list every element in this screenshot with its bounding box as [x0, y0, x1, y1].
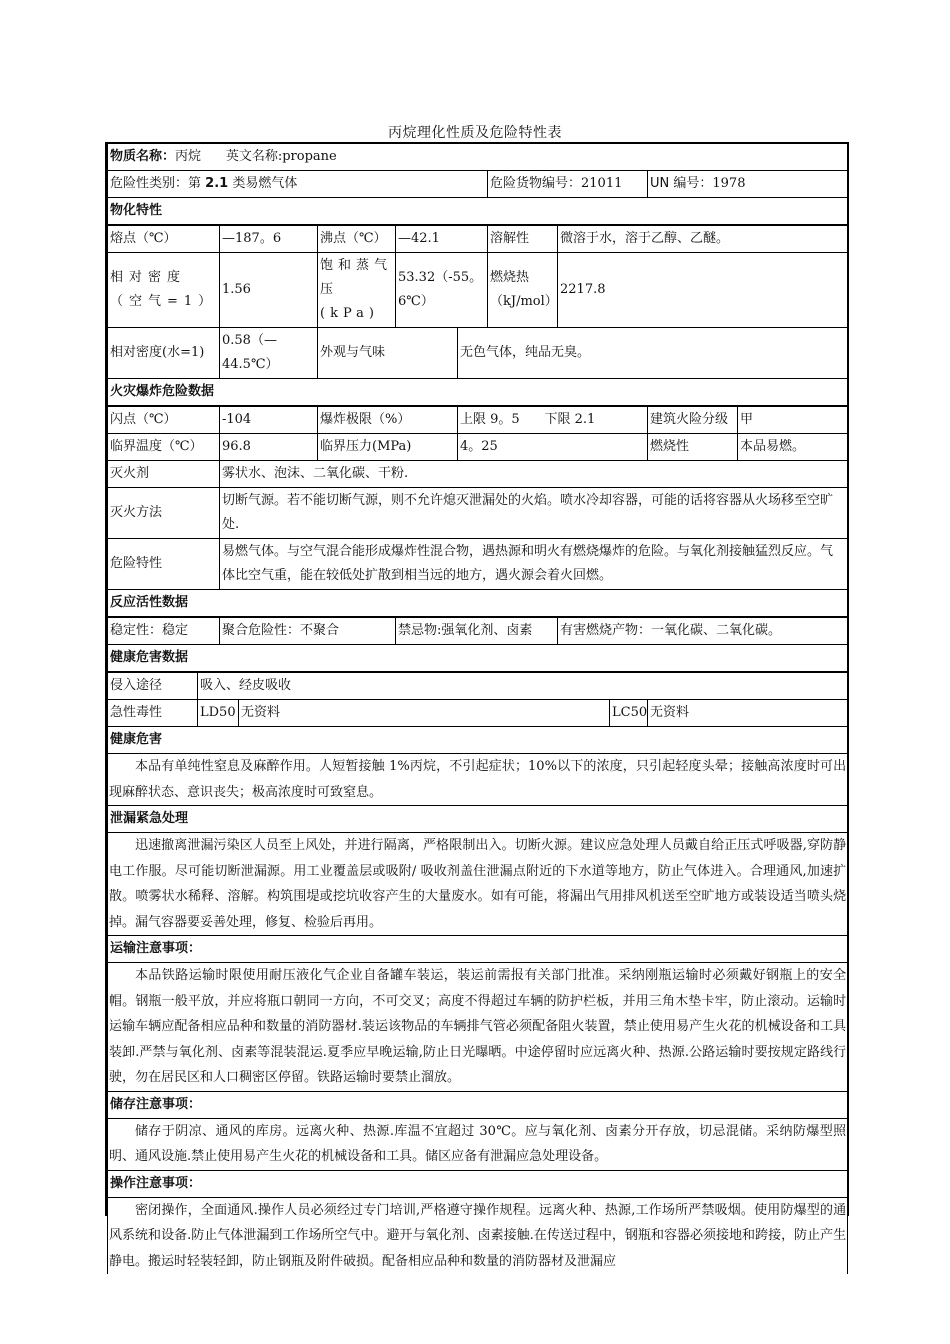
method-value: 切断气源。若不能切断气源，则不允许熄灭泄漏处的火焰。喷水冷却容器，可能的话将容器从火场移至空旷处.: [220, 488, 848, 539]
section-transport-heading: 运输注意事项：: [108, 936, 848, 963]
table-row: [108, 379, 848, 407]
building-label: 建筑火险分级: [648, 406, 738, 434]
appearance-value: 无色气体，纯品无臭。: [458, 328, 848, 379]
table-row: [108, 617, 848, 645]
section-fire-heading: 火灾爆炸危险数据: [108, 379, 848, 407]
table-row: [108, 1170, 848, 1197]
route-value: 吸入、经皮吸收: [198, 672, 848, 700]
ld50-value: 无资料: [239, 700, 610, 727]
table-row: [108, 590, 848, 618]
table-row: [108, 171, 848, 198]
hazard-class-num: 2.1: [205, 176, 229, 191]
solubility-value: 微溶于水，溶于乙醇、乙醚。: [558, 225, 848, 253]
table-row: [108, 672, 848, 700]
table-row: [108, 645, 848, 673]
un-no: 编号：1978: [673, 176, 746, 191]
vapor-pressure-label: 饱和蒸气压(kPa): [318, 253, 396, 328]
goods-no-cell: 危险货物编号：21011: [488, 171, 648, 198]
combustion-products-cell: 有害燃烧产物：一氧化碳、二氧化碳。: [558, 617, 848, 645]
table-row: [108, 754, 848, 806]
melting-value: —187。6: [220, 225, 318, 253]
table-row: [108, 225, 848, 253]
table-row: [108, 406, 848, 434]
explosion-label: 爆炸极限（%）: [318, 406, 458, 434]
combustion-heat-label: 燃烧热（kJ/mol）: [488, 253, 558, 328]
section-leak-heading: 泄漏紧急处理: [108, 806, 848, 833]
table-row: [108, 727, 848, 754]
table-row: [108, 488, 848, 539]
polymerization-cell: 聚合危险性：不聚合: [220, 617, 396, 645]
explosion-limits: [458, 406, 648, 434]
table-row: [108, 806, 848, 833]
table-row: [108, 1091, 848, 1118]
table-row: [108, 700, 848, 727]
section-health-hazard-heading: 健康危害: [108, 727, 848, 754]
method-label: 灭火方法: [108, 488, 220, 539]
extinguisher-value: 雾状水、泡沫、二氧化碳、干粉.: [220, 461, 848, 488]
table-row: [108, 198, 848, 226]
operation-text: 密闭操作，全面通风.操作人员必须经过专门培训,严格遵守操作规程。远离火种、热源,工作场所严禁吸烟。使用防爆型的通风系统和设备.防止气体泄漏到工作场所空气中。避开与氧化剂、卤素接触.在传送过程中，钢瓶和容器必须接地和跨接，防止产生静电。搬运时轻装轻卸，防止钢瓶及附件破损。配备相应品种和数量的消防器材及泄漏应: [108, 1197, 848, 1274]
route-label: 侵入途径: [108, 672, 198, 700]
english-label: 英文名称:: [225, 149, 283, 164]
page-title: 丙烷理化性质及危险特性表: [388, 125, 562, 141]
table-row: [108, 963, 848, 1092]
rel-density-air-value: 1.56: [220, 253, 318, 328]
table-row: [108, 144, 848, 171]
critical-pressure-value: 4。25: [458, 434, 648, 461]
combustion-heat-value: 2217.8: [558, 253, 848, 328]
critical-pressure-label: 临界压力(MPa): [318, 434, 458, 461]
health-hazard-text: 本品有单纯性窒息及麻醉作用。人短暂接触 1%丙烷，不引起症状；10%以下的浓度，只引起轻度头晕；接触高浓度时可出现麻醉状态、意识丧失；极高浓度时可致窒息。: [108, 754, 848, 806]
transport-text: 本品铁路运输时限使用耐压液化气企业自备罐车装运，装运前需报有关部门批准。采纳刚瓶运输时必须戴好钢瓶上的安全帽。钢瓶一般平放，并应将瓶口朝同一方向，不可交叉；高度不得超过车辆的防护栏板，并用三角木垫卡牢，防止滚动。运输时运输车辆应配备相应品种和数量的消防器材.装运该物品的车辆排气管必须配备阻火装置，禁止使用易产生火花的机械设备和工具装卸.严禁与氧化剂、卤素等混装混运.夏季应早晚运输,防止日光曝晒。中途停留时应远离火种、热源.公路运输时要按规定路线行驶，勿在居民区和人口稠密区停留。铁路运输时要禁止溜放。: [108, 963, 848, 1092]
section-health-data-heading: 健康危害数据: [108, 645, 848, 673]
storage-text: 储存于阴凉、通风的库房。远离火种、热源.库温不宜超过 30℃。应与氧化剂、卤素分开存放，切忌混储。采纳防爆型照明、通风设施.禁止使用易产生火花的机械设备和工具。储区应备有泄漏应急处理设备。: [108, 1118, 848, 1170]
danger-value: 易燃气体。与空气混合能形成爆炸性混合物，遇热源和明火有燃烧爆炸的危险。与氧化剂接触猛烈反应。气体比空气重，能在较低处扩散到相当远的地方，遇火源会着火回燃。: [220, 539, 848, 590]
rel-density-water-label: 相对密度(水=1): [108, 328, 220, 379]
un-label: UN: [650, 176, 670, 191]
toxicity-label: 急性毒性: [108, 700, 198, 727]
un-no-cell: [648, 171, 848, 198]
incompatible-cell: 禁忌物:强氧化剂、卤素: [396, 617, 558, 645]
appearance-label: 外观与气味: [318, 328, 458, 379]
table-row: [108, 461, 848, 488]
flash-label: 闪点（℃）: [108, 406, 220, 434]
table-row: [108, 1118, 848, 1170]
stability-cell: 稳定性：稳定: [108, 617, 220, 645]
building-value: 甲: [738, 406, 848, 434]
boiling-label: 沸点（℃）: [318, 225, 396, 253]
property-table: [107, 144, 848, 1274]
hazard-class-suffix: 类易燃气体: [232, 176, 298, 191]
rel-density-water-value: 0.58（—44.5℃）: [220, 328, 318, 379]
lower-limit: 下限 2.1: [544, 412, 596, 427]
table-row: [108, 539, 848, 590]
melting-label: 熔点（℃）: [108, 225, 220, 253]
table-row: [108, 253, 848, 328]
table-row: [108, 434, 848, 461]
name-label: 物质名称：: [110, 149, 176, 164]
table-row: [108, 328, 848, 379]
section-operation-heading: 操作注意事项：: [108, 1170, 848, 1197]
substance-name-cell: [108, 144, 848, 171]
section-storage-heading: 储存注意事项：: [108, 1091, 848, 1118]
hazard-class-cell: [108, 171, 488, 198]
section-phys-heading: 物化特性: [108, 198, 848, 226]
lc50-value: 无资料: [648, 700, 848, 727]
table-row: [108, 1197, 848, 1274]
boiling-value: —42.1: [396, 225, 488, 253]
leak-text: 迅速撤离泄漏污染区人员至上风处，并进行隔离，严格限制出入。切断火源。建议应急处理人员戴自给正压式呼吸器,穿防静电工作服。尽可能切断泄漏源。用工业覆盖层或吸附/ 吸收剂盖住泄漏点附近的下水道等地方，防止气体进入。合理通风,加速扩散。喷雾状水稀释、溶解。构筑围堤或挖坑收容产生的大量废水。如有可能，将漏出气用排风机送至空旷地方或装设适当喷头烧掉。漏气容器要妥善处理，修复、检验后再用。: [108, 833, 848, 936]
flammability-value: 本品易燃。: [738, 434, 848, 461]
section-reactivity-heading: 反应活性数据: [108, 590, 848, 618]
flammability-label: 燃烧性: [648, 434, 738, 461]
extinguisher-label: 灭火剂: [108, 461, 220, 488]
name-value: 丙烷: [175, 149, 202, 164]
flash-value: -104: [220, 406, 318, 434]
upper-limit: 上限 9。5: [460, 412, 520, 427]
table-row: [108, 833, 848, 936]
ld50-label: LD50: [198, 700, 239, 727]
critical-temp-value: 96.8: [220, 434, 318, 461]
vapor-pressure-value: 53.32（-55。6℃）: [396, 253, 488, 328]
hazard-class-label: 危险性类别：第: [110, 176, 202, 191]
solubility-label: 溶解性: [488, 225, 558, 253]
rel-density-air-label: 相对密度（空气=1）: [108, 253, 220, 328]
danger-label: 危险特性: [108, 539, 220, 590]
critical-temp-label: 临界温度（℃）: [108, 434, 220, 461]
property-sheet: [105, 142, 849, 1269]
lc50-label: LC50: [610, 700, 648, 727]
english-value: propane: [282, 149, 337, 164]
table-row: [108, 936, 848, 963]
